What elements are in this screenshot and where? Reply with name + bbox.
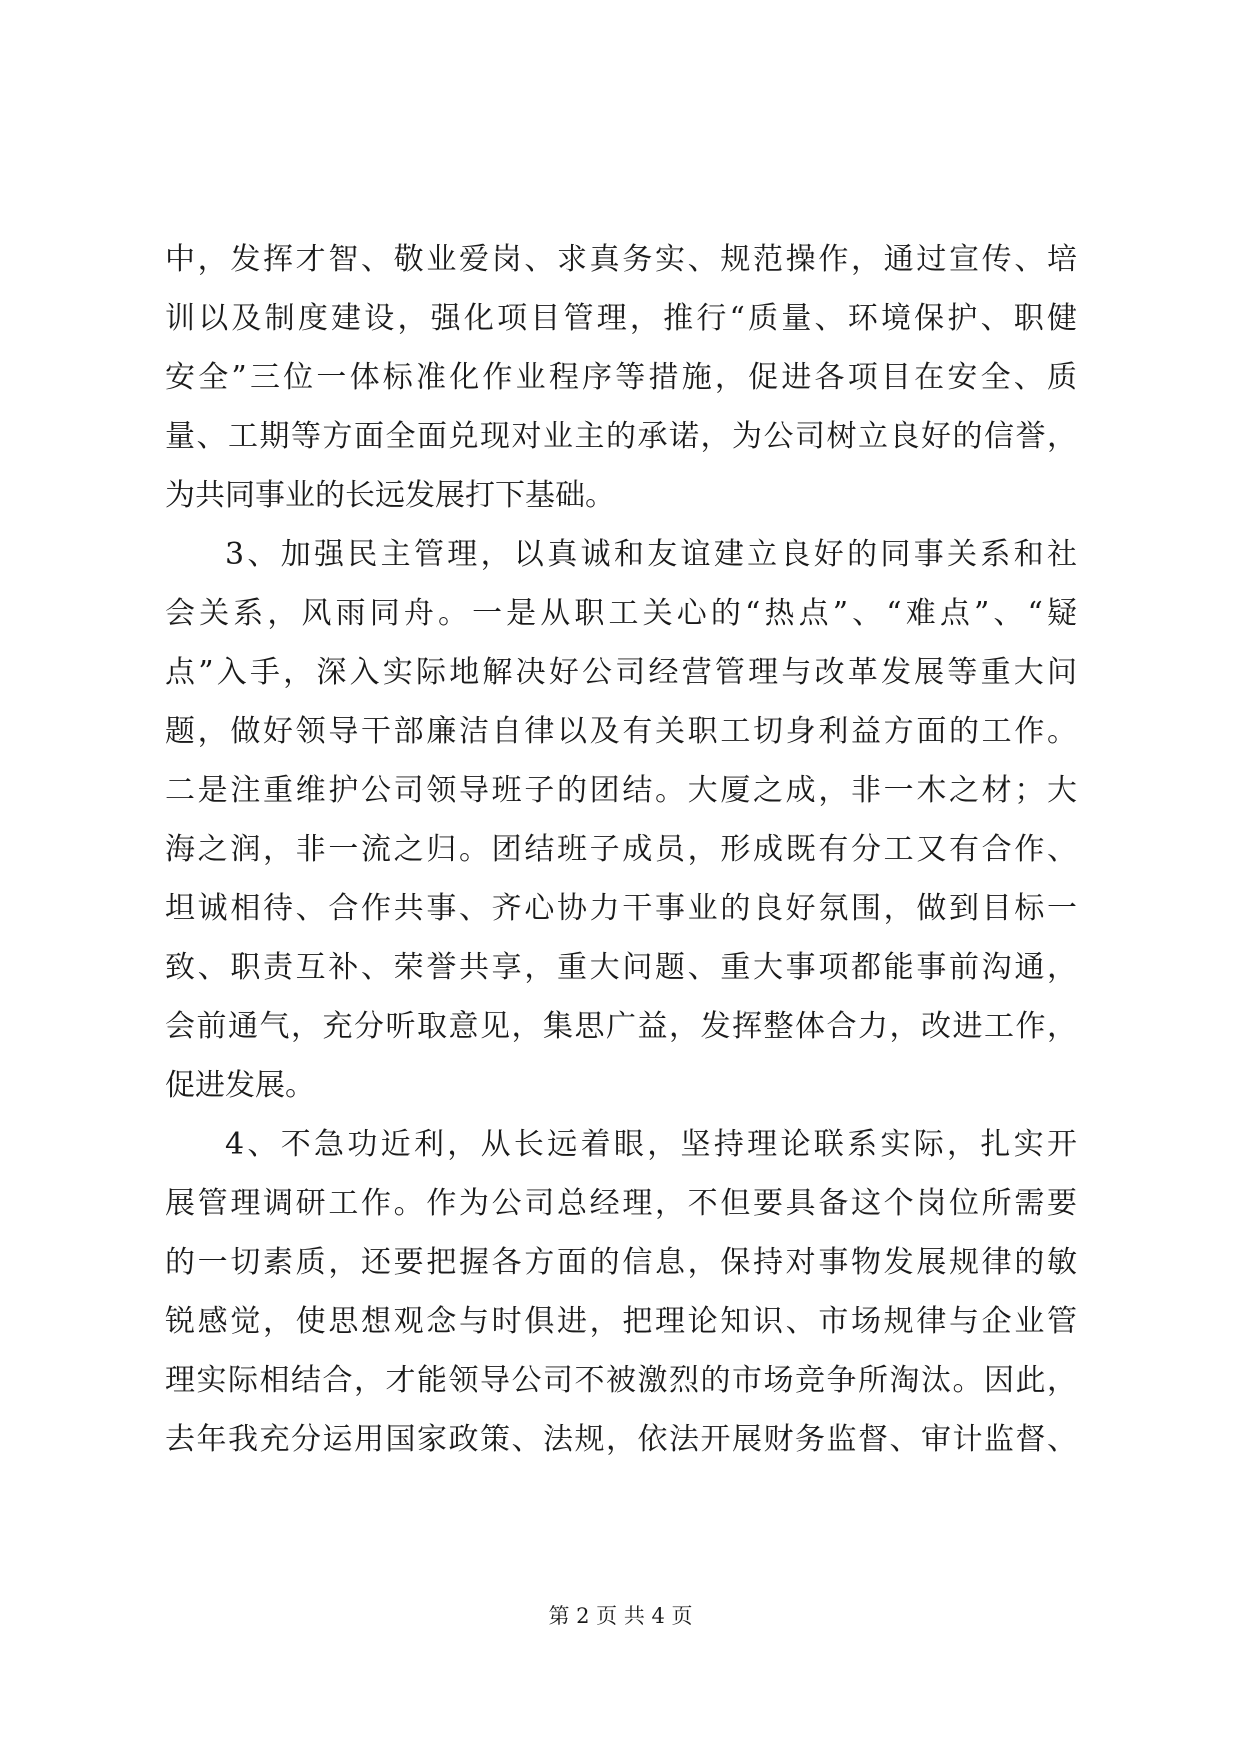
text-line: 会关系，风雨同舟。一是从职工关心的“热点”、“难点”、“疑 bbox=[165, 596, 1077, 631]
text-line: 促进发展。 bbox=[165, 1068, 315, 1103]
text-line: 中，发挥才智、敬业爱岗、求真务实、规范操作，通过宣传、培 bbox=[165, 242, 1077, 277]
text-line: 题，做好领导干部廉洁自律以及有关职工切身利益方面的工作。 bbox=[165, 714, 1077, 749]
text-line: 展管理调研工作。作为公司总经理，不但要具备这个岗位所需要 bbox=[165, 1186, 1077, 1221]
text-line: 4、不急功近利，从长远着眼，坚持理论联系实际，扎实开 bbox=[225, 1127, 1077, 1162]
text-line: 点”入手，深入实际地解决好公司经营管理与改革发展等重大问 bbox=[165, 655, 1077, 690]
page-number-label: 第 2 页 共 4 页 bbox=[548, 1604, 693, 1628]
text-line: 坦诚相待、合作共事、齐心协力干事业的良好氛围，做到目标一 bbox=[165, 891, 1077, 926]
text-line: 安全”三位一体标准化作业程序等措施，促进各项目在安全、质 bbox=[165, 360, 1077, 395]
text-line: 会前通气，充分听取意见，集思广益，发挥整体合力，改进工作， bbox=[165, 1009, 1077, 1044]
text-line: 3、加强民主管理，以真诚和友谊建立良好的同事关系和社 bbox=[225, 537, 1077, 572]
text-line: 锐感觉，使思想观念与时俱进，把理论知识、市场规律与企业管 bbox=[165, 1304, 1077, 1339]
text-line: 理实际相结合，才能领导公司不被激烈的市场竞争所淘汰。因此， bbox=[165, 1363, 1077, 1398]
text-line: 量、工期等方面全面兑现对业主的承诺，为公司树立良好的信誉， bbox=[165, 419, 1077, 454]
text-line: 训以及制度建设，强化项目管理，推行“质量、环境保护、职健 bbox=[165, 301, 1077, 336]
text-line: 海之润，非一流之归。团结班子成员，形成既有分工又有合作、 bbox=[165, 832, 1077, 867]
text-line: 二是注重维护公司领导班子的团结。大厦之成，非一木之材；大 bbox=[165, 773, 1077, 808]
page-footer bbox=[0, 1600, 1241, 1630]
text-line: 的一切素质，还要把握各方面的信息，保持对事物发展规律的敏 bbox=[165, 1245, 1077, 1280]
text-line: 去年我充分运用国家政策、法规，依法开展财务监督、审计监督、 bbox=[165, 1422, 1077, 1457]
text-line: 为共同事业的长远发展打下基础。 bbox=[165, 478, 615, 513]
body-text bbox=[165, 230, 1077, 1469]
text-line: 致、职责互补、荣誉共享，重大问题、重大事项都能事前沟通， bbox=[165, 950, 1077, 985]
